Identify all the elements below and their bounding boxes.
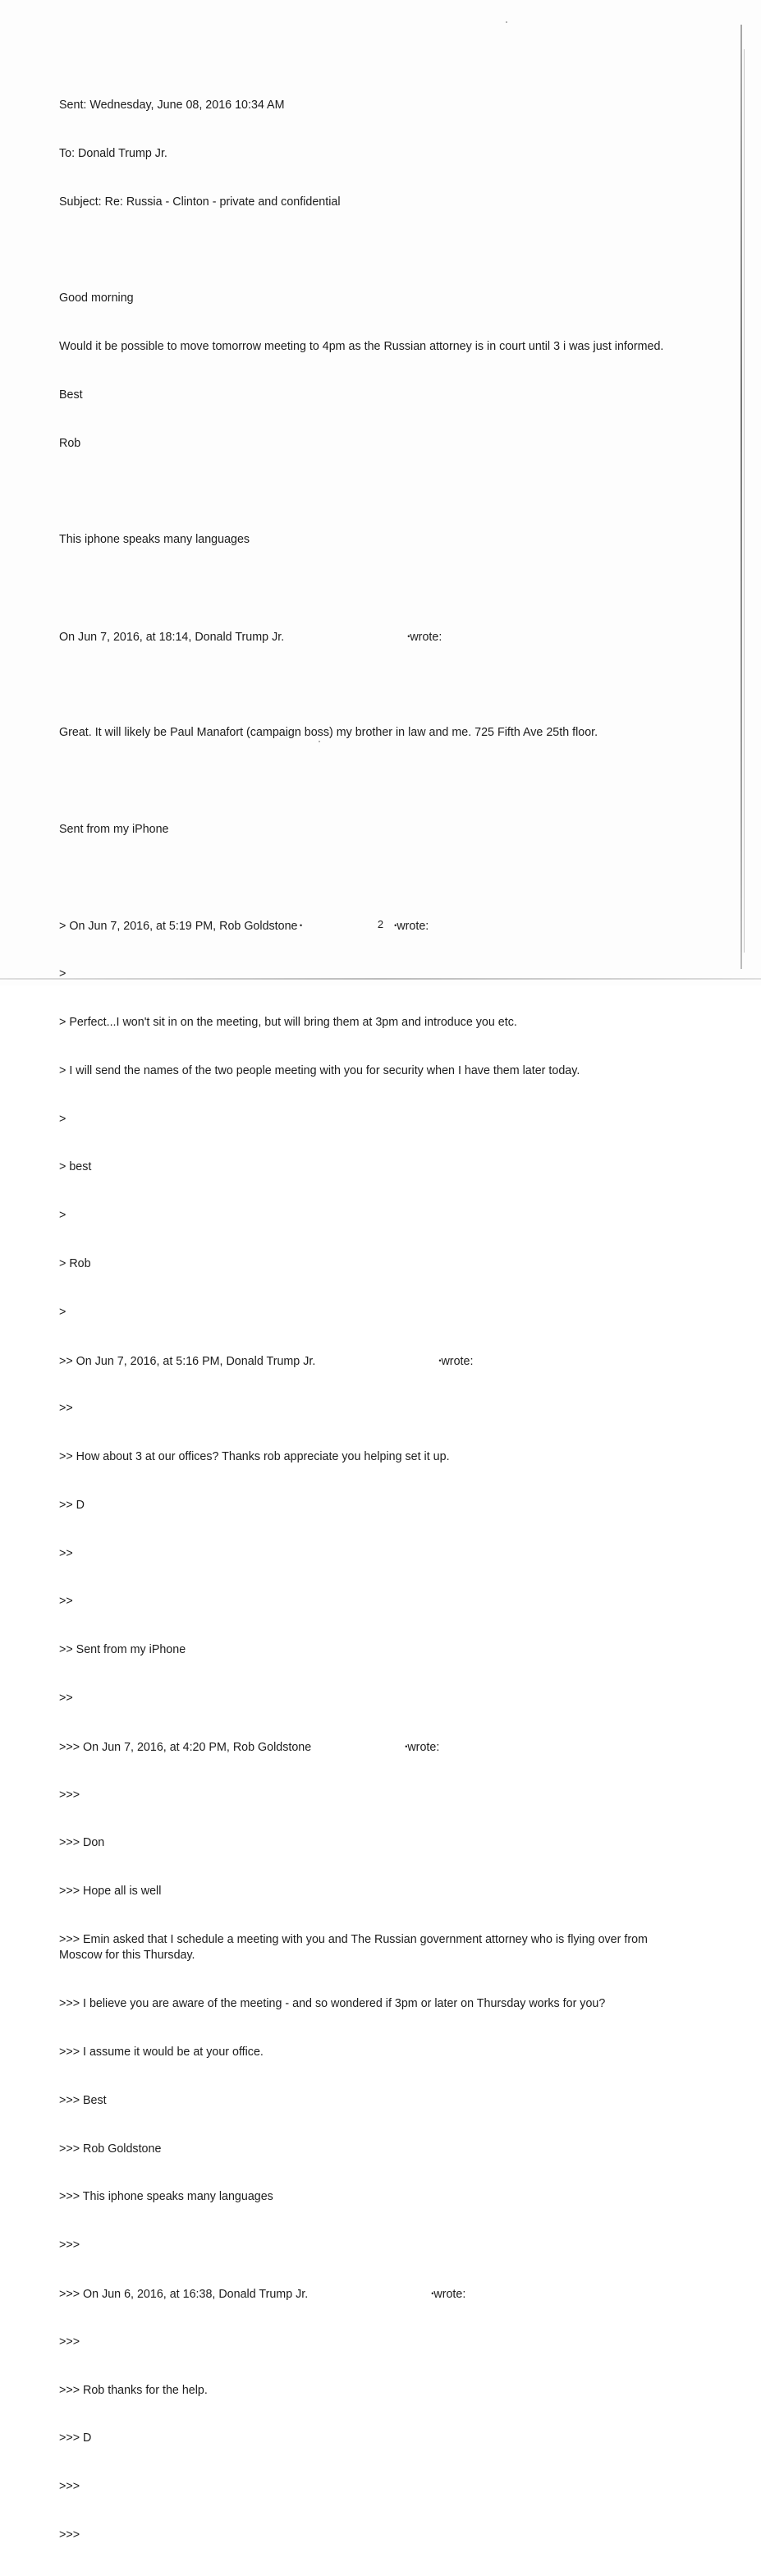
- quote-header-wrote: wrote:: [407, 1740, 440, 1754]
- email-to-line: To: Donald Trump Jr.: [59, 146, 167, 160]
- blank-line: [59, 870, 716, 887]
- quote-header-sender: >>> On Jun 7, 2016, at 4:20 PM, Rob Goldstone: [59, 1740, 312, 1754]
- redaction-mark: •: [407, 631, 410, 641]
- scan-edge-right-inner: [744, 49, 745, 953]
- quote-line: >>> Emin asked that I schedule a meeting with you and The Russian government attorney who is flying over from Moscow for this Thursday.: [59, 1932, 648, 1963]
- tagline: This iphone speaks many languages: [59, 533, 250, 547]
- blank-line: [59, 774, 716, 790]
- redaction-mark: •: [438, 1356, 442, 1365]
- quote-line: >>> Don: [59, 1836, 105, 1850]
- reply-text: Great. It will likely be Paul Manafort (campaign boss) my brother in law and me. 725 Fifth Ave 25th floor.: [59, 726, 598, 740]
- quote-line: >>: [59, 1691, 73, 1705]
- redaction-mark: •: [405, 1742, 408, 1751]
- quote-header: [59, 1353, 716, 1370]
- blank-line: [59, 677, 716, 694]
- quote-line: >>> I believe you are aware of the meeting - and so wondered if 3pm or later on Thursday works for you?: [59, 1997, 606, 2011]
- quote-line: > Rob: [59, 1256, 91, 1270]
- page-number: 2: [377, 918, 384, 930]
- redaction-mark: •: [431, 2289, 434, 2298]
- quote-line: >>> I assume it would be at your office.: [59, 2046, 264, 2059]
- quote-header-sender: >> On Jun 7, 2016, at 5:16 PM, Donald Trump Jr.: [59, 1354, 316, 1368]
- signature: Rob: [59, 436, 81, 450]
- quote-line: >>> Hope all is well: [59, 1885, 162, 1899]
- quote-line: >>>: [59, 1788, 80, 1802]
- quote-line: >>>: [59, 2335, 80, 2349]
- blank-line: [59, 581, 716, 597]
- quote-line: >> D: [59, 1498, 85, 1512]
- reply-header-sender: On Jun 7, 2016, at 18:14, Donald Trump Jr.: [59, 630, 285, 644]
- scan-speck: [506, 21, 507, 23]
- quote-line: >: [59, 1112, 66, 1126]
- quote-header-sender: > On Jun 7, 2016, at 5:19 PM, Rob Goldstone: [59, 920, 298, 934]
- blank-line: [59, 243, 716, 259]
- quote-line: >>>: [59, 2528, 80, 2542]
- quote-line: >>>: [59, 2239, 80, 2252]
- quote-line: >> Sent from my iPhone: [59, 1643, 186, 1657]
- quote-line: > best: [59, 1160, 92, 1174]
- email-document: [59, 66, 716, 2576]
- quote-line: >>> D: [59, 2431, 92, 2445]
- quote-line: >>>: [59, 2480, 80, 2494]
- email-sent-line: Sent: Wednesday, June 08, 2016 10:34 AM: [59, 99, 285, 112]
- quote-line: >> How about 3 at our offices? Thanks rob appreciate you helping set it up.: [59, 1450, 450, 1464]
- quote-line: >>: [59, 1402, 73, 1416]
- quote-line: >>> Best: [59, 2093, 107, 2107]
- quote-line: >>: [59, 1546, 73, 1560]
- quote-line: >>: [59, 1595, 73, 1609]
- quote-line: >>> Rob Goldstone: [59, 2142, 162, 2156]
- quote-header-sender: >>> On Jun 6, 2016, at 16:38, Donald Trump Jr.: [59, 2287, 309, 2301]
- quote-line: > Perfect...I won't sit in on the meeting, but will bring them at 3pm and introduce you etc.: [59, 1016, 517, 1030]
- quote-header: [59, 1739, 716, 1756]
- reply-sent-from: Sent from my iPhone: [59, 822, 169, 836]
- quote-line: >: [59, 967, 66, 981]
- closing: Best: [59, 388, 83, 402]
- redaction-mark: •: [394, 921, 397, 930]
- reply-header-wrote: wrote:: [410, 630, 442, 644]
- redaction-mark: •: [297, 921, 303, 930]
- quote-header-wrote: wrote:: [441, 1354, 474, 1368]
- scan-edge-right: [740, 25, 742, 969]
- quote-line: >: [59, 1209, 66, 1223]
- greeting: Good morning: [59, 292, 134, 305]
- quote-line: >>> Rob thanks for the help.: [59, 2383, 208, 2397]
- blank-line: [59, 484, 716, 500]
- email-subject-line: Subject: Re: Russia - Clinton - private and confidential: [59, 195, 341, 209]
- message-text: Would it be possible to move tomorrow meeting to 4pm as the Russian attorney is in court until 3 i was just informed.: [59, 340, 664, 354]
- quote-header: [59, 2286, 716, 2303]
- quote-line: > I will send the names of the two people meeting with you for security when I have them later today.: [59, 1063, 580, 1077]
- reply-header: [59, 629, 716, 645]
- quote-header-wrote: wrote:: [397, 920, 429, 934]
- quote-header-wrote: wrote:: [433, 2287, 466, 2301]
- quote-line: >: [59, 1305, 66, 1319]
- quote-line: >>> This iphone speaks many languages: [59, 2190, 273, 2204]
